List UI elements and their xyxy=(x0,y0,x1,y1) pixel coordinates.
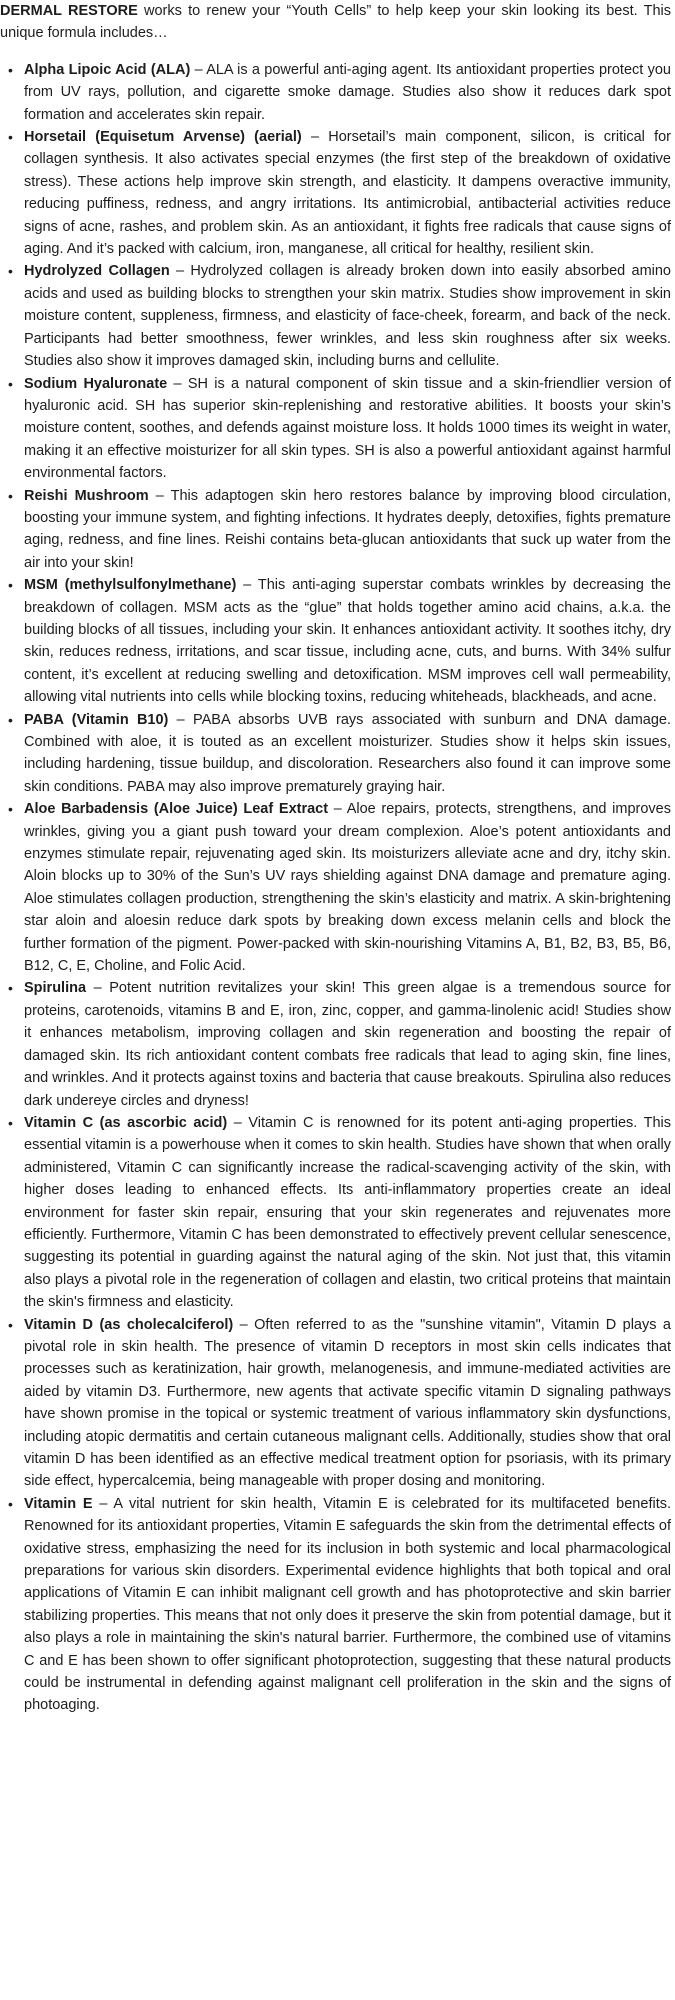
ingredient-list xyxy=(0,59,671,1717)
bullet-icon: • xyxy=(8,1114,13,1131)
list-item xyxy=(0,59,671,126)
ingredient-name: Aloe Barbadensis (Aloe Juice) Leaf Extract xyxy=(24,801,329,818)
ingredient-name: Hydrolyzed Collagen xyxy=(24,263,170,280)
list-item xyxy=(0,1493,671,1717)
list-item xyxy=(0,373,671,485)
intro-paragraph xyxy=(0,0,671,45)
list-item xyxy=(0,126,671,260)
ingredient-name: Vitamin C (as ascorbic acid) xyxy=(24,1114,228,1131)
list-item xyxy=(0,485,671,575)
bullet-icon: • xyxy=(8,61,13,78)
list-item xyxy=(0,1314,671,1493)
ingredient-name: Reishi Mushroom xyxy=(24,487,149,504)
ingredient-name: PABA (Vitamin B10) xyxy=(24,711,169,728)
intro-text: works to renew your “Youth Cells” to help keep your skin looking its best. This unique formula includes… xyxy=(0,3,671,42)
brand-name: DERMAL RESTORE xyxy=(0,3,138,19)
list-item xyxy=(0,709,671,799)
ingredient-name: MSM (methylsulfonylmethane) xyxy=(24,577,237,594)
list-item xyxy=(0,260,671,372)
bullet-icon: • xyxy=(8,1316,13,1333)
ingredient-description: – This adaptogen skin hero restores balance by improving blood circulation, boosting your immune system, and fighting infections. It hydrates deeply, detoxifies, fights premature aging, redness, and fine lines. Reishi contains beta-glucan antioxidants that suck up water from the air into your skin! xyxy=(24,487,671,571)
ingredient-description: – A vital nutrient for skin health, Vitamin E is celebrated for its multifaceted benefits. Renowned for its antioxidant properties, Vitamin E safeguards the skin from the detrimental effects of oxidative stress, emphasizing the need for its inclusion in both systemic and local pharmacological preparations for various skin disorders. Experimental evidence highlights that both topical and oral applications of Vitamin E can inhibit malignant cell growth and has photoprotective and skin barrier stabilizing properties. This means that not only does it preserve the skin from potential damage, but it also plays a role in maintaining the skin's natural barrier. Furthermore, the combined use of vitamins C and E has been shown to offer significant photoprotection, suggesting that these natural products could be instrumental in defending against malignant cell proliferation in the skin and the signs of photoaging. xyxy=(24,1495,671,1714)
bullet-icon: • xyxy=(8,577,13,594)
bullet-icon: • xyxy=(8,129,13,146)
ingredient-description: – Vitamin C is renowned for its potent anti-aging properties. This essential vitamin is a powerhouse when it comes to skin health. Studies have shown that when orally administered, Vitamin C can significantly increase the radical-scavenging activity of the skin, with higher doses leading to enhanced effects. Its anti-inflammatory properties create an ideal environment for faster skin repair, ensuring that your skin regenerates and rejuvenates more efficiently. Furthermore, Vitamin C has been demonstrated to effectively prevent cellular senescence, suggesting its potential in guarding against the natural aging of the skin. Not just that, this vitamin also plays a pivotal role in the regeneration of collagen and elastin, two critical proteins that maintain the skin's firmness and elasticity. xyxy=(24,1114,672,1311)
ingredient-description: – Aloe repairs, protects, strengthens, and improves wrinkles, giving you a giant push toward your dream complexion. Aloe’s potent antioxidants and enzymes stimulate repair, rejuvenating aged skin. Its moisturizers alleviate acne and dry, itchy skin. Aloin blocks up to 30% of the Sun’s UV rays shielding against DNA damage and premature aging. Aloe stimulates collagen production, strengthening the skin’s elasticity and matrix. A skin-brightening star aloin and aloesin reduce dark spots by breaking down excess melanin cells and block the further formation of the pigment. Power-packed with skin-nourishing Vitamins A, B1, B2, B3, B5, B6, B12, C, E, Choline, and Folic Acid. xyxy=(24,801,671,975)
bullet-icon: • xyxy=(8,1495,13,1512)
bullet-icon: • xyxy=(8,801,13,818)
list-item xyxy=(0,574,671,708)
bullet-icon: • xyxy=(8,487,13,504)
ingredient-name: Alpha Lipoic Acid (ALA) xyxy=(24,61,191,78)
ingredient-description: – Potent nutrition revitalizes your skin! This green algae is a tremendous source for proteins, carotenoids, vitamins B and E, iron, zinc, copper, and gamma-linolenic acid! Studies show it enhances metabolism, improving collagen and skin regeneration and boosting the repair of damaged skin. Its rich antioxidant content combats free radicals that lead to aging skin, fine lines, and wrinkles. And it protects against toxins and bacteria that cause breakouts. Spirulina also reduces dark undereye circles and dryness! xyxy=(24,980,671,1109)
list-item xyxy=(0,798,671,977)
ingredient-name: Vitamin D (as cholecalciferol) xyxy=(24,1316,234,1333)
ingredient-description: – PABA absorbs UVB rays associated with sunburn and DNA damage. Combined with aloe, it is touted as an excellent moisturizer. Studies show it helps skin issues, including hardening, tissue buildup, and discoloration. Researchers also found it can improve some skin conditions. PABA may also improve prematurely graying hair. xyxy=(24,711,671,795)
ingredient-name: Sodium Hyaluronate xyxy=(24,375,168,392)
bullet-icon: • xyxy=(8,375,13,392)
bullet-icon: • xyxy=(8,980,13,997)
ingredient-name: Spirulina xyxy=(24,980,87,997)
ingredient-name: Horsetail (Equisetum Arvense) (aerial) xyxy=(24,129,302,146)
list-item xyxy=(0,1112,671,1314)
ingredient-description: – This anti-aging superstar combats wrinkles by decreasing the breakdown of collagen. MSM acts as the “glue” that holds together amino acid chains, a.k.a. the building blocks of all tissues, including your skin. It enhances antioxidant activity. It soothes itchy, dry skin, reduces redness, irritations, and scar tissue, including acne, cuts, and burns. With 34% sulfur content, it’s excellent at reducing swelling and detoxification. MSM improves cell wall permeability, allowing vital nutrients into cells while blocking toxins, reducing whiteheads, blackheads, and acne. xyxy=(24,577,671,706)
ingredient-description: – Often referred to as the "sunshine vitamin", Vitamin D plays a pivotal role in skin health. The presence of vitamin D receptors in most skin cells indicates that processes such as keratinization, hair growth, melanogenesis, and immune-mediated activities are aided by vitamin D3. Furthermore, new agents that activate specific vitamin D signaling pathways have shown promise in the topical or systemic treatment of various inflammatory skin dysfunctions, including atopic dermatitis and certain cutaneous malignant cells. Additionally, studies show that oral vitamin D has been identified as an effective medical treatment option for psoriasis, with its primary side effect, hypercalcemia, being manageable with proper dosing and monitoring. xyxy=(24,1316,671,1490)
bullet-icon: • xyxy=(8,263,13,280)
ingredient-description: – SH is a natural component of skin tissue and a skin-friendlier version of hyaluronic acid. SH has superior skin-replenishing and restorative abilities. It boosts your skin’s moisture content, soothes, and defends against moisture loss. It holds 1000 times its weight in water, making it an effective moisturizer for all skin types. SH is also a powerful antioxidant against harmful environmental factors. xyxy=(24,375,671,482)
ingredient-description: – ALA is a powerful anti-aging agent. Its antioxidant properties protect you from UV rays, pollution, and cigarette smoke damage. Studies also show it reduces dark spot formation and accelerates skin repair. xyxy=(24,61,671,123)
bullet-icon: • xyxy=(8,711,13,728)
ingredient-name: Vitamin E xyxy=(24,1495,93,1512)
list-item xyxy=(0,977,671,1111)
ingredient-description: – Hydrolyzed collagen is already broken down into easily absorbed amino acids and used as building blocks to strengthen your skin matrix. Studies show improvement in skin moisture content, suppleness, firmness, and elasticity of face-cheek, forearm, and back of the neck. Participants had better smoothness, fewer wrinkles, and less skin roughness after six weeks. Studies also show it improves damaged skin, including burns and cellulite. xyxy=(24,263,671,370)
ingredient-description: – Horsetail’s main component, silicon, is critical for collagen synthesis. It also activates special enzymes (the first step of the breakdown of oxidative stress). These actions help improve skin strength, and elasticity. It dampens overactive immunity, reducing puffiness, redness, and angry irritations. Its antimicrobial, antibacterial activities reduce signs of acne, rashes, and problem skin. As an antioxidant, it fights free radicals that cause signs of aging. And it’s packed with calcium, iron, manganese, all critical for healthy, resilient skin. xyxy=(24,129,671,258)
